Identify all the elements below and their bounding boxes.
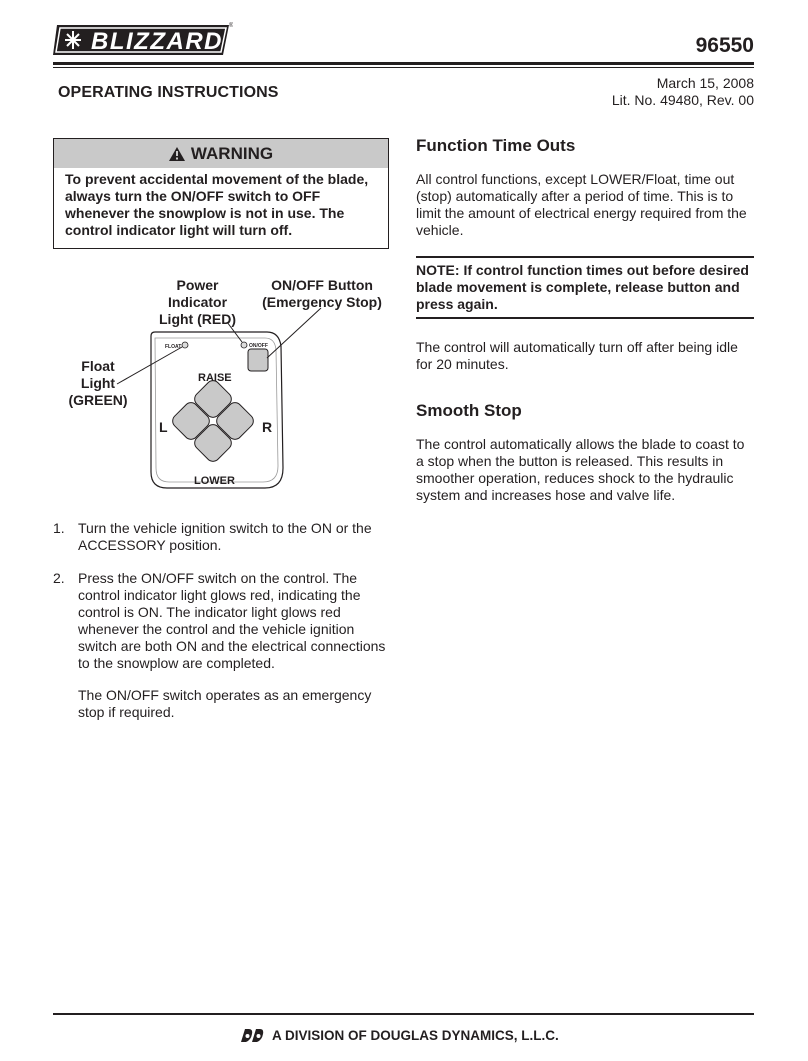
control-diagram <box>55 268 395 498</box>
note-rule-top <box>416 256 754 258</box>
document-date: March 15, 2008 <box>656 75 754 91</box>
smooth-stop-text: The control automatically allows the blade to coast to a stop when the button is released. This results in smoother operation, reduces shock to the hydraulic system and increases hose and valve life. <box>416 436 745 503</box>
onoff-button <box>248 349 268 371</box>
float-light-icon <box>182 342 188 348</box>
power-indicator-callout: Power Indicator Light (RED) <box>159 277 236 327</box>
literature-number: Lit. No. 49480, Rev. 00 <box>611 92 754 108</box>
smooth-stop-heading: Smooth Stop <box>416 401 522 420</box>
footer-rule <box>53 1013 754 1015</box>
svg-text:®: ® <box>229 23 233 29</box>
power-light-icon <box>241 342 247 348</box>
warning-box <box>53 138 389 249</box>
page-title: OPERATING INSTRUCTIONS <box>58 84 279 101</box>
onoff-button-callout: ON/OFF Button (Emergency Stop) <box>262 277 382 310</box>
step-note: The ON/OFF switch operates as an emergency stop if required. <box>78 687 372 720</box>
step-text: Turn the vehicle ignition switch to the ON or the ACCESSORY position. <box>78 520 372 553</box>
panel-onoff-label: ON/OFF <box>249 343 268 349</box>
snowflake-icon <box>65 31 81 49</box>
step-number: 1. <box>53 520 65 536</box>
note-rule-bottom <box>416 317 754 319</box>
warning-heading: WARNING <box>190 143 274 163</box>
idle-text: The control will automatically turn off after being idle for 20 minutes. <box>416 339 738 372</box>
step-2 <box>53 570 393 672</box>
step-text: Press the ON/OFF switch on the control. The control indicator light glows red, indicating the control is ON. The indicator light glows red whenever the control and the vehicle ignition switch are both ON and the electrical connections to the snowplow are completed. <box>78 570 386 671</box>
blizzard-logo <box>53 19 233 59</box>
footer <box>240 1027 559 1043</box>
douglas-dynamics-logo-icon <box>240 1027 264 1043</box>
panel-left-label: L <box>159 419 168 435</box>
float-light-callout: Float Light (GREEN) <box>68 358 128 408</box>
panel-right-label: R <box>262 419 273 435</box>
warning-triangle-icon <box>169 147 185 161</box>
logo-text: BLIZZARD <box>91 28 223 55</box>
document-number: 96550 <box>695 34 754 57</box>
panel-float-label: FLOAT <box>165 344 182 350</box>
function-time-outs-heading: Function Time Outs <box>416 136 576 155</box>
header-rule-thin <box>53 67 754 68</box>
function-time-outs-text: All control functions, except LOWER/Float, time out (stop) automatically after a period of time. This is to limit the amount of electrical energy required from the vehicle. <box>416 171 747 238</box>
onoff-callout-line <box>267 308 321 358</box>
timeout-note: NOTE: If control function times out before desired blade movement is complete, release button and press again. <box>416 262 749 312</box>
step-1 <box>53 520 393 554</box>
warning-header <box>54 139 388 168</box>
step-number: 2. <box>53 570 65 586</box>
footer-text: A DIVISION OF DOUGLAS DYNAMICS, L.L.C. <box>272 1027 559 1043</box>
warning-text: To prevent accidental movement of the blade, always turn the ON/OFF switch to OFF whenever the snowplow is not in use. The control indicator light will turn off. <box>65 171 369 238</box>
panel-raise-label: RAISE <box>198 372 232 384</box>
panel-lower-label: LOWER <box>194 475 235 487</box>
header-rule <box>53 62 754 65</box>
